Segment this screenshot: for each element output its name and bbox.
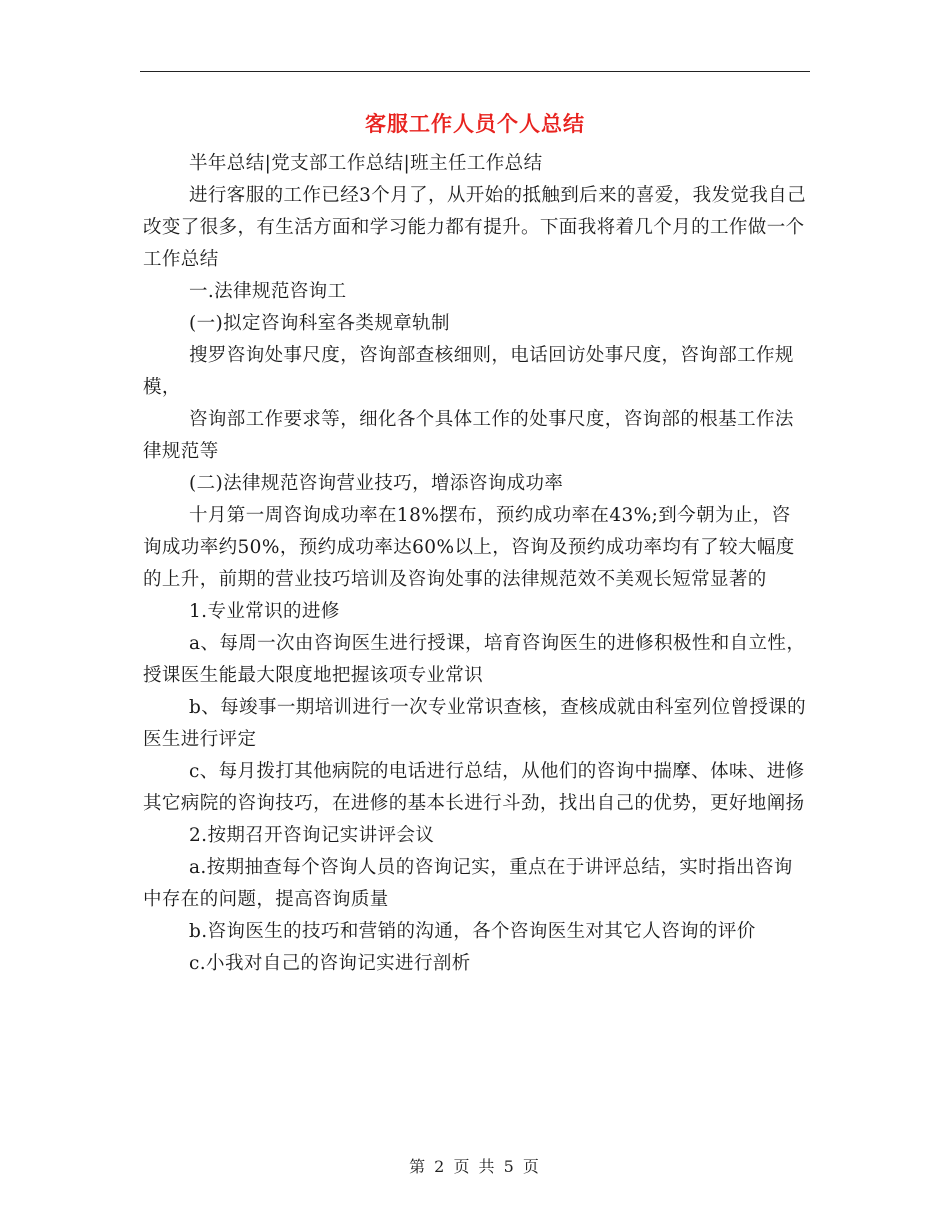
section-heading-1: 一.法律规范咨询工 — [189, 281, 347, 302]
document-body — [143, 148, 807, 980]
paragraph-intro: 进行客服的工作已经3个月了，从开始的抵触到后来的喜爱，我发觉我自己改变了很多，有生活方面和学习能力都有提升。下面我将着几个月的工作做一个工作总结 — [143, 185, 806, 270]
header-rule — [140, 71, 810, 72]
paragraph: 咨询部工作要求等，细化各个具体工作的处事尺度，咨询部的根基工作法律规范等 — [143, 409, 794, 462]
paragraph: 搜罗咨询处事尺度，咨询部查核细则，电话回访处事尺度，咨询部工作规模， — [143, 345, 794, 398]
list-item: a、每周一次由咨询医生进行授课，培育咨询医生的进修积极性和自立性，授课医生能最大限度地把握该项专业常识 — [143, 633, 806, 686]
document-title: 客服工作人员个人总结 — [365, 112, 585, 136]
list-item: a.按期抽查每个咨询人员的咨询记实，重点在于讲评总结，实时指出咨询中存在的问题，提高咨询质量 — [143, 857, 793, 910]
page-number-footer: 第 2 页 共 5 页 — [409, 1157, 541, 1176]
paragraph-related-links: 半年总结|党支部工作总结|班主任工作总结 — [189, 153, 543, 174]
list-item: c、每月拨打其他病院的电话进行总结，从他们的咨询中揣摩、体味、进修其它病院的咨询技巧，在进修的基本长进行斗劲，找出自己的优势，更好地阐扬 — [143, 761, 805, 814]
list-heading-1: 1.专业常识的进修 — [189, 601, 340, 622]
subsection-heading-1: (一)拟定咨询科室各类规章轨制 — [189, 313, 450, 334]
list-heading-2: 2.按期召开咨询记实讲评会议 — [189, 825, 435, 846]
list-item: c.小我对自己的咨询记实进行剖析 — [189, 953, 471, 974]
paragraph: 十月第一周咨询成功率在18%摆布，预约成功率在43%;到今朝为止，咨询成功率约50%，预约成功率达60%以上，咨询及预约成功率均有了较大幅度的上升，前期的营业技巧培训及咨询处事的法律规范效不美观长短常显著的 — [143, 505, 795, 590]
list-item: b.咨询医生的技巧和营销的沟通，各个咨询医生对其它人咨询的评价 — [189, 921, 756, 942]
list-item: b、每竣事一期培训进行一次专业常识查核，查核成就由科室列位曾授课的医生进行评定 — [143, 697, 807, 750]
subsection-heading-2: (二)法律规范咨询营业技巧，增添咨询成功率 — [189, 473, 564, 494]
